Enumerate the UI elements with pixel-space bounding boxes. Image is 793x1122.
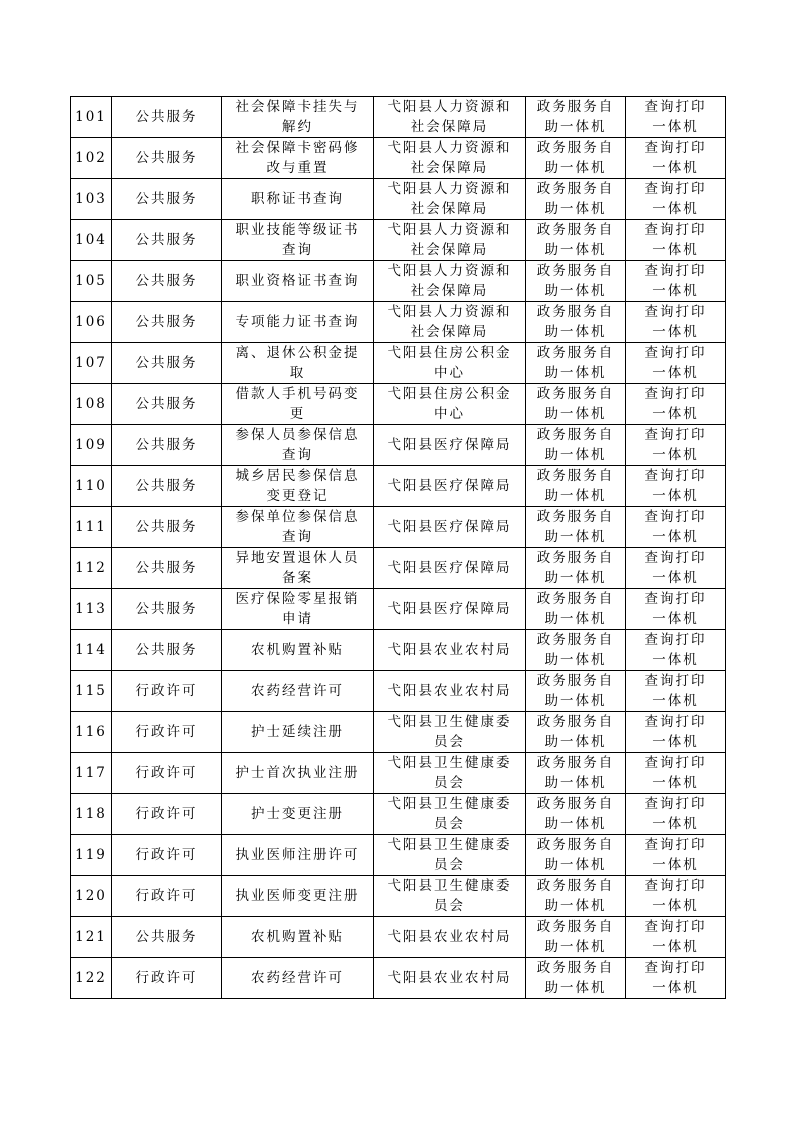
table-row	[71, 179, 726, 220]
row-number-cell	[71, 261, 112, 302]
service-item-cell	[222, 138, 374, 179]
row-number: 109	[75, 437, 107, 453]
table-row	[71, 589, 726, 630]
row-number: 108	[75, 396, 107, 412]
department: 弋阳县卫生健康委员会	[387, 755, 512, 791]
service-item-cell	[222, 917, 374, 958]
table-row	[71, 835, 726, 876]
service-category: 公共服务	[135, 191, 198, 207]
service-category: 行政许可	[135, 683, 198, 699]
department: 弋阳县人力资源和社会保障局	[387, 99, 512, 135]
service-device-cell	[626, 835, 726, 876]
service-device: 查询打印一体机	[644, 345, 707, 381]
department-cell	[374, 97, 526, 138]
service-category: 公共服务	[135, 519, 198, 535]
department: 弋阳县卫生健康委员会	[387, 837, 512, 873]
department: 弋阳县卫生健康委员会	[387, 714, 512, 750]
service-item-cell	[222, 97, 374, 138]
service-device: 查询打印一体机	[644, 222, 707, 258]
service-category-cell	[112, 384, 222, 425]
row-number-cell	[71, 97, 112, 138]
service-category-cell	[112, 220, 222, 261]
service-device: 查询打印一体机	[644, 673, 707, 709]
service-device-cell	[626, 507, 726, 548]
service-location-cell	[526, 466, 626, 507]
service-item: 专项能力证书查询	[235, 314, 360, 330]
service-location: 政务服务自助一体机	[536, 509, 615, 545]
service-category-cell	[112, 466, 222, 507]
service-category: 公共服务	[135, 478, 198, 494]
row-number: 101	[75, 109, 107, 125]
service-category-cell	[112, 507, 222, 548]
service-device-cell	[626, 630, 726, 671]
service-item: 执业医师变更注册	[235, 888, 360, 904]
service-location-cell	[526, 507, 626, 548]
service-device: 查询打印一体机	[644, 99, 707, 135]
service-item-cell	[222, 835, 374, 876]
department-cell	[374, 220, 526, 261]
service-device-cell	[626, 343, 726, 384]
department: 弋阳县医疗保障局	[387, 478, 512, 494]
service-item: 异地安置退休人员备案	[235, 550, 360, 586]
service-item-cell	[222, 261, 374, 302]
service-location: 政务服务自助一体机	[536, 550, 615, 586]
service-category: 行政许可	[135, 847, 198, 863]
service-item: 护士延续注册	[251, 724, 344, 740]
row-number-cell	[71, 343, 112, 384]
service-item-cell	[222, 425, 374, 466]
department-cell	[374, 876, 526, 917]
service-location: 政务服务自助一体机	[536, 345, 615, 381]
service-location-cell	[526, 179, 626, 220]
service-item-cell	[222, 630, 374, 671]
service-location-cell	[526, 917, 626, 958]
service-item: 农机购置补贴	[251, 929, 344, 945]
service-location-cell	[526, 138, 626, 179]
service-item-cell	[222, 876, 374, 917]
table-row	[71, 138, 726, 179]
service-device-cell	[626, 261, 726, 302]
service-category-cell	[112, 958, 222, 999]
department-cell	[374, 917, 526, 958]
service-item: 参保人员参保信息查询	[235, 427, 360, 463]
service-category-cell	[112, 302, 222, 343]
service-location: 政务服务自助一体机	[536, 222, 615, 258]
table-row	[71, 917, 726, 958]
row-number-cell	[71, 917, 112, 958]
department-cell	[374, 712, 526, 753]
service-location-cell	[526, 302, 626, 343]
service-item-cell	[222, 302, 374, 343]
service-location: 政务服务自助一体机	[536, 181, 615, 217]
service-item: 护士变更注册	[251, 806, 344, 822]
service-item-cell	[222, 384, 374, 425]
service-item: 离、退休公积金提取	[235, 345, 360, 381]
service-location-cell	[526, 671, 626, 712]
service-category-cell	[112, 97, 222, 138]
service-device: 查询打印一体机	[644, 632, 707, 668]
row-number-cell	[71, 466, 112, 507]
row-number: 111	[75, 519, 107, 535]
service-location-cell	[526, 97, 626, 138]
service-category: 公共服务	[135, 929, 198, 945]
service-category: 公共服务	[135, 150, 198, 166]
row-number-cell	[71, 589, 112, 630]
service-item-cell	[222, 794, 374, 835]
service-item: 农机购置补贴	[251, 642, 344, 658]
table-row	[71, 753, 726, 794]
row-number-cell	[71, 630, 112, 671]
table-row	[71, 958, 726, 999]
service-item: 农药经营许可	[251, 683, 344, 699]
service-category: 公共服务	[135, 437, 198, 453]
service-item-cell	[222, 507, 374, 548]
service-item-cell	[222, 179, 374, 220]
service-device-cell	[626, 794, 726, 835]
service-location: 政务服务自助一体机	[536, 714, 615, 750]
service-category: 公共服务	[135, 355, 198, 371]
service-item-cell	[222, 548, 374, 589]
service-device-cell	[626, 384, 726, 425]
row-number-cell	[71, 179, 112, 220]
service-item: 社会保障卡挂失与解约	[235, 99, 360, 135]
department: 弋阳县人力资源和社会保障局	[387, 304, 512, 340]
service-location-cell	[526, 548, 626, 589]
service-category-cell	[112, 589, 222, 630]
row-number-cell	[71, 835, 112, 876]
service-item: 职称证书查询	[251, 191, 344, 207]
department-cell	[374, 507, 526, 548]
table-row	[71, 507, 726, 548]
service-category: 公共服务	[135, 232, 198, 248]
service-category-cell	[112, 753, 222, 794]
row-number-cell	[71, 712, 112, 753]
department-cell	[374, 589, 526, 630]
service-category: 公共服务	[135, 314, 198, 330]
row-number: 120	[75, 888, 107, 904]
service-category: 行政许可	[135, 765, 198, 781]
department: 弋阳县住房公积金中心	[387, 345, 512, 381]
department: 弋阳县农业农村局	[387, 642, 512, 658]
service-device-cell	[626, 548, 726, 589]
department-cell	[374, 261, 526, 302]
department: 弋阳县人力资源和社会保障局	[387, 140, 512, 176]
table-row	[71, 343, 726, 384]
service-device-cell	[626, 917, 726, 958]
service-category: 公共服务	[135, 601, 198, 617]
service-location-cell	[526, 220, 626, 261]
service-device-cell	[626, 220, 726, 261]
service-category-cell	[112, 179, 222, 220]
service-location-cell	[526, 958, 626, 999]
row-number: 112	[75, 560, 107, 576]
service-category-cell	[112, 712, 222, 753]
service-item-cell	[222, 589, 374, 630]
service-item: 职业技能等级证书查询	[235, 222, 360, 258]
service-item: 参保单位参保信息查询	[235, 509, 360, 545]
service-device: 查询打印一体机	[644, 878, 707, 914]
department-cell	[374, 179, 526, 220]
row-number-cell	[71, 794, 112, 835]
service-device-cell	[626, 302, 726, 343]
service-device: 查询打印一体机	[644, 140, 707, 176]
service-location-cell	[526, 384, 626, 425]
service-location: 政务服务自助一体机	[536, 837, 615, 873]
service-item: 执业医师注册许可	[235, 847, 360, 863]
table-row	[71, 97, 726, 138]
service-location: 政务服务自助一体机	[536, 591, 615, 627]
row-number: 115	[75, 683, 107, 699]
service-device: 查询打印一体机	[644, 509, 707, 545]
service-item: 城乡居民参保信息变更登记	[235, 468, 360, 504]
service-category: 行政许可	[135, 724, 198, 740]
row-number: 116	[75, 724, 107, 740]
department-cell	[374, 835, 526, 876]
department: 弋阳县人力资源和社会保障局	[387, 263, 512, 299]
service-device-cell	[626, 466, 726, 507]
service-device-cell	[626, 589, 726, 630]
service-location: 政务服务自助一体机	[536, 632, 615, 668]
department: 弋阳县人力资源和社会保障局	[387, 222, 512, 258]
row-number: 105	[75, 273, 107, 289]
row-number-cell	[71, 507, 112, 548]
service-category: 公共服务	[135, 560, 198, 576]
service-item-cell	[222, 220, 374, 261]
table-row	[71, 261, 726, 302]
service-item-cell	[222, 712, 374, 753]
service-category-cell	[112, 261, 222, 302]
service-category: 行政许可	[135, 970, 198, 986]
table-row	[71, 630, 726, 671]
service-category: 公共服务	[135, 273, 198, 289]
department: 弋阳县住房公积金中心	[387, 386, 512, 422]
service-category-cell	[112, 425, 222, 466]
service-category-cell	[112, 876, 222, 917]
service-location-cell	[526, 876, 626, 917]
service-location-cell	[526, 712, 626, 753]
row-number-cell	[71, 425, 112, 466]
department-cell	[374, 958, 526, 999]
service-location-cell	[526, 794, 626, 835]
department: 弋阳县医疗保障局	[387, 437, 512, 453]
service-location: 政务服务自助一体机	[536, 755, 615, 791]
service-location: 政务服务自助一体机	[536, 673, 615, 709]
row-number-cell	[71, 671, 112, 712]
service-category-cell	[112, 138, 222, 179]
service-category: 行政许可	[135, 888, 198, 904]
service-device: 查询打印一体机	[644, 304, 707, 340]
service-device: 查询打印一体机	[644, 181, 707, 217]
service-item: 借款人手机号码变更	[235, 386, 360, 422]
service-device: 查询打印一体机	[644, 755, 707, 791]
service-table	[70, 96, 726, 999]
department: 弋阳县医疗保障局	[387, 519, 512, 535]
service-location: 政务服务自助一体机	[536, 140, 615, 176]
row-number: 114	[75, 642, 107, 658]
department-cell	[374, 548, 526, 589]
service-item: 职业资格证书查询	[235, 273, 360, 289]
row-number: 122	[75, 970, 107, 986]
department: 弋阳县卫生健康委员会	[387, 796, 512, 832]
row-number: 121	[75, 929, 107, 945]
service-location-cell	[526, 753, 626, 794]
service-device: 查询打印一体机	[644, 837, 707, 873]
service-category-cell	[112, 630, 222, 671]
table-row	[71, 671, 726, 712]
department: 弋阳县农业农村局	[387, 683, 512, 699]
row-number: 104	[75, 232, 107, 248]
row-number-cell	[71, 548, 112, 589]
service-location-cell	[526, 261, 626, 302]
service-location-cell	[526, 343, 626, 384]
service-item-cell	[222, 958, 374, 999]
service-device: 查询打印一体机	[644, 919, 707, 955]
row-number: 113	[75, 601, 107, 617]
table-row	[71, 220, 726, 261]
row-number-cell	[71, 958, 112, 999]
service-device: 查询打印一体机	[644, 796, 707, 832]
service-location: 政务服务自助一体机	[536, 386, 615, 422]
row-number: 106	[75, 314, 107, 330]
table-row	[71, 466, 726, 507]
service-item: 护士首次执业注册	[235, 765, 360, 781]
department-cell	[374, 138, 526, 179]
department-cell	[374, 384, 526, 425]
service-location-cell	[526, 835, 626, 876]
service-device-cell	[626, 671, 726, 712]
table-row	[71, 425, 726, 466]
department-cell	[374, 466, 526, 507]
service-location: 政务服务自助一体机	[536, 919, 615, 955]
table-row	[71, 712, 726, 753]
row-number: 110	[75, 478, 107, 494]
service-item: 农药经营许可	[251, 970, 344, 986]
row-number: 107	[75, 355, 107, 371]
service-category-cell	[112, 671, 222, 712]
table-row	[71, 876, 726, 917]
service-location-cell	[526, 425, 626, 466]
service-item: 医疗保险零星报销申请	[235, 591, 360, 627]
table-row	[71, 548, 726, 589]
department: 弋阳县农业农村局	[387, 929, 512, 945]
service-device-cell	[626, 138, 726, 179]
department-cell	[374, 630, 526, 671]
service-location-cell	[526, 589, 626, 630]
service-category: 公共服务	[135, 396, 198, 412]
service-device: 查询打印一体机	[644, 960, 707, 996]
service-category: 公共服务	[135, 109, 198, 125]
service-category: 公共服务	[135, 642, 198, 658]
department-cell	[374, 343, 526, 384]
service-device: 查询打印一体机	[644, 468, 707, 504]
service-device-cell	[626, 97, 726, 138]
service-device: 查询打印一体机	[644, 714, 707, 750]
service-device-cell	[626, 958, 726, 999]
service-location: 政务服务自助一体机	[536, 304, 615, 340]
service-item: 社会保障卡密码修改与重置	[235, 140, 360, 176]
department: 弋阳县卫生健康委员会	[387, 878, 512, 914]
service-location: 政务服务自助一体机	[536, 427, 615, 463]
table-row	[71, 302, 726, 343]
department-cell	[374, 302, 526, 343]
row-number: 103	[75, 191, 107, 207]
service-item-cell	[222, 671, 374, 712]
department: 弋阳县医疗保障局	[387, 560, 512, 576]
row-number-cell	[71, 138, 112, 179]
table-row	[71, 384, 726, 425]
service-device-cell	[626, 876, 726, 917]
service-location-cell	[526, 630, 626, 671]
service-location: 政务服务自助一体机	[536, 960, 615, 996]
department-cell	[374, 425, 526, 466]
row-number: 118	[75, 806, 107, 822]
service-device-cell	[626, 712, 726, 753]
service-category-cell	[112, 835, 222, 876]
row-number-cell	[71, 876, 112, 917]
department: 弋阳县农业农村局	[387, 970, 512, 986]
row-number-cell	[71, 302, 112, 343]
service-category: 行政许可	[135, 806, 198, 822]
service-device: 查询打印一体机	[644, 591, 707, 627]
department-cell	[374, 671, 526, 712]
department: 弋阳县医疗保障局	[387, 601, 512, 617]
row-number: 119	[75, 847, 107, 863]
department: 弋阳县人力资源和社会保障局	[387, 181, 512, 217]
service-category-cell	[112, 343, 222, 384]
service-item-cell	[222, 343, 374, 384]
service-location: 政务服务自助一体机	[536, 468, 615, 504]
row-number-cell	[71, 384, 112, 425]
service-category-cell	[112, 917, 222, 958]
service-device-cell	[626, 179, 726, 220]
service-location: 政务服务自助一体机	[536, 263, 615, 299]
row-number: 102	[75, 150, 107, 166]
department-cell	[374, 753, 526, 794]
service-device-cell	[626, 425, 726, 466]
row-number: 117	[75, 765, 107, 781]
service-category-cell	[112, 794, 222, 835]
service-item-cell	[222, 466, 374, 507]
service-device-cell	[626, 753, 726, 794]
service-category-cell	[112, 548, 222, 589]
row-number-cell	[71, 220, 112, 261]
table-body	[71, 97, 726, 999]
service-location: 政务服务自助一体机	[536, 878, 615, 914]
service-item-cell	[222, 753, 374, 794]
service-device: 查询打印一体机	[644, 427, 707, 463]
service-location: 政务服务自助一体机	[536, 796, 615, 832]
service-device: 查询打印一体机	[644, 386, 707, 422]
row-number-cell	[71, 753, 112, 794]
service-location: 政务服务自助一体机	[536, 99, 615, 135]
service-device: 查询打印一体机	[644, 550, 707, 586]
department-cell	[374, 794, 526, 835]
service-device: 查询打印一体机	[644, 263, 707, 299]
table-row	[71, 794, 726, 835]
